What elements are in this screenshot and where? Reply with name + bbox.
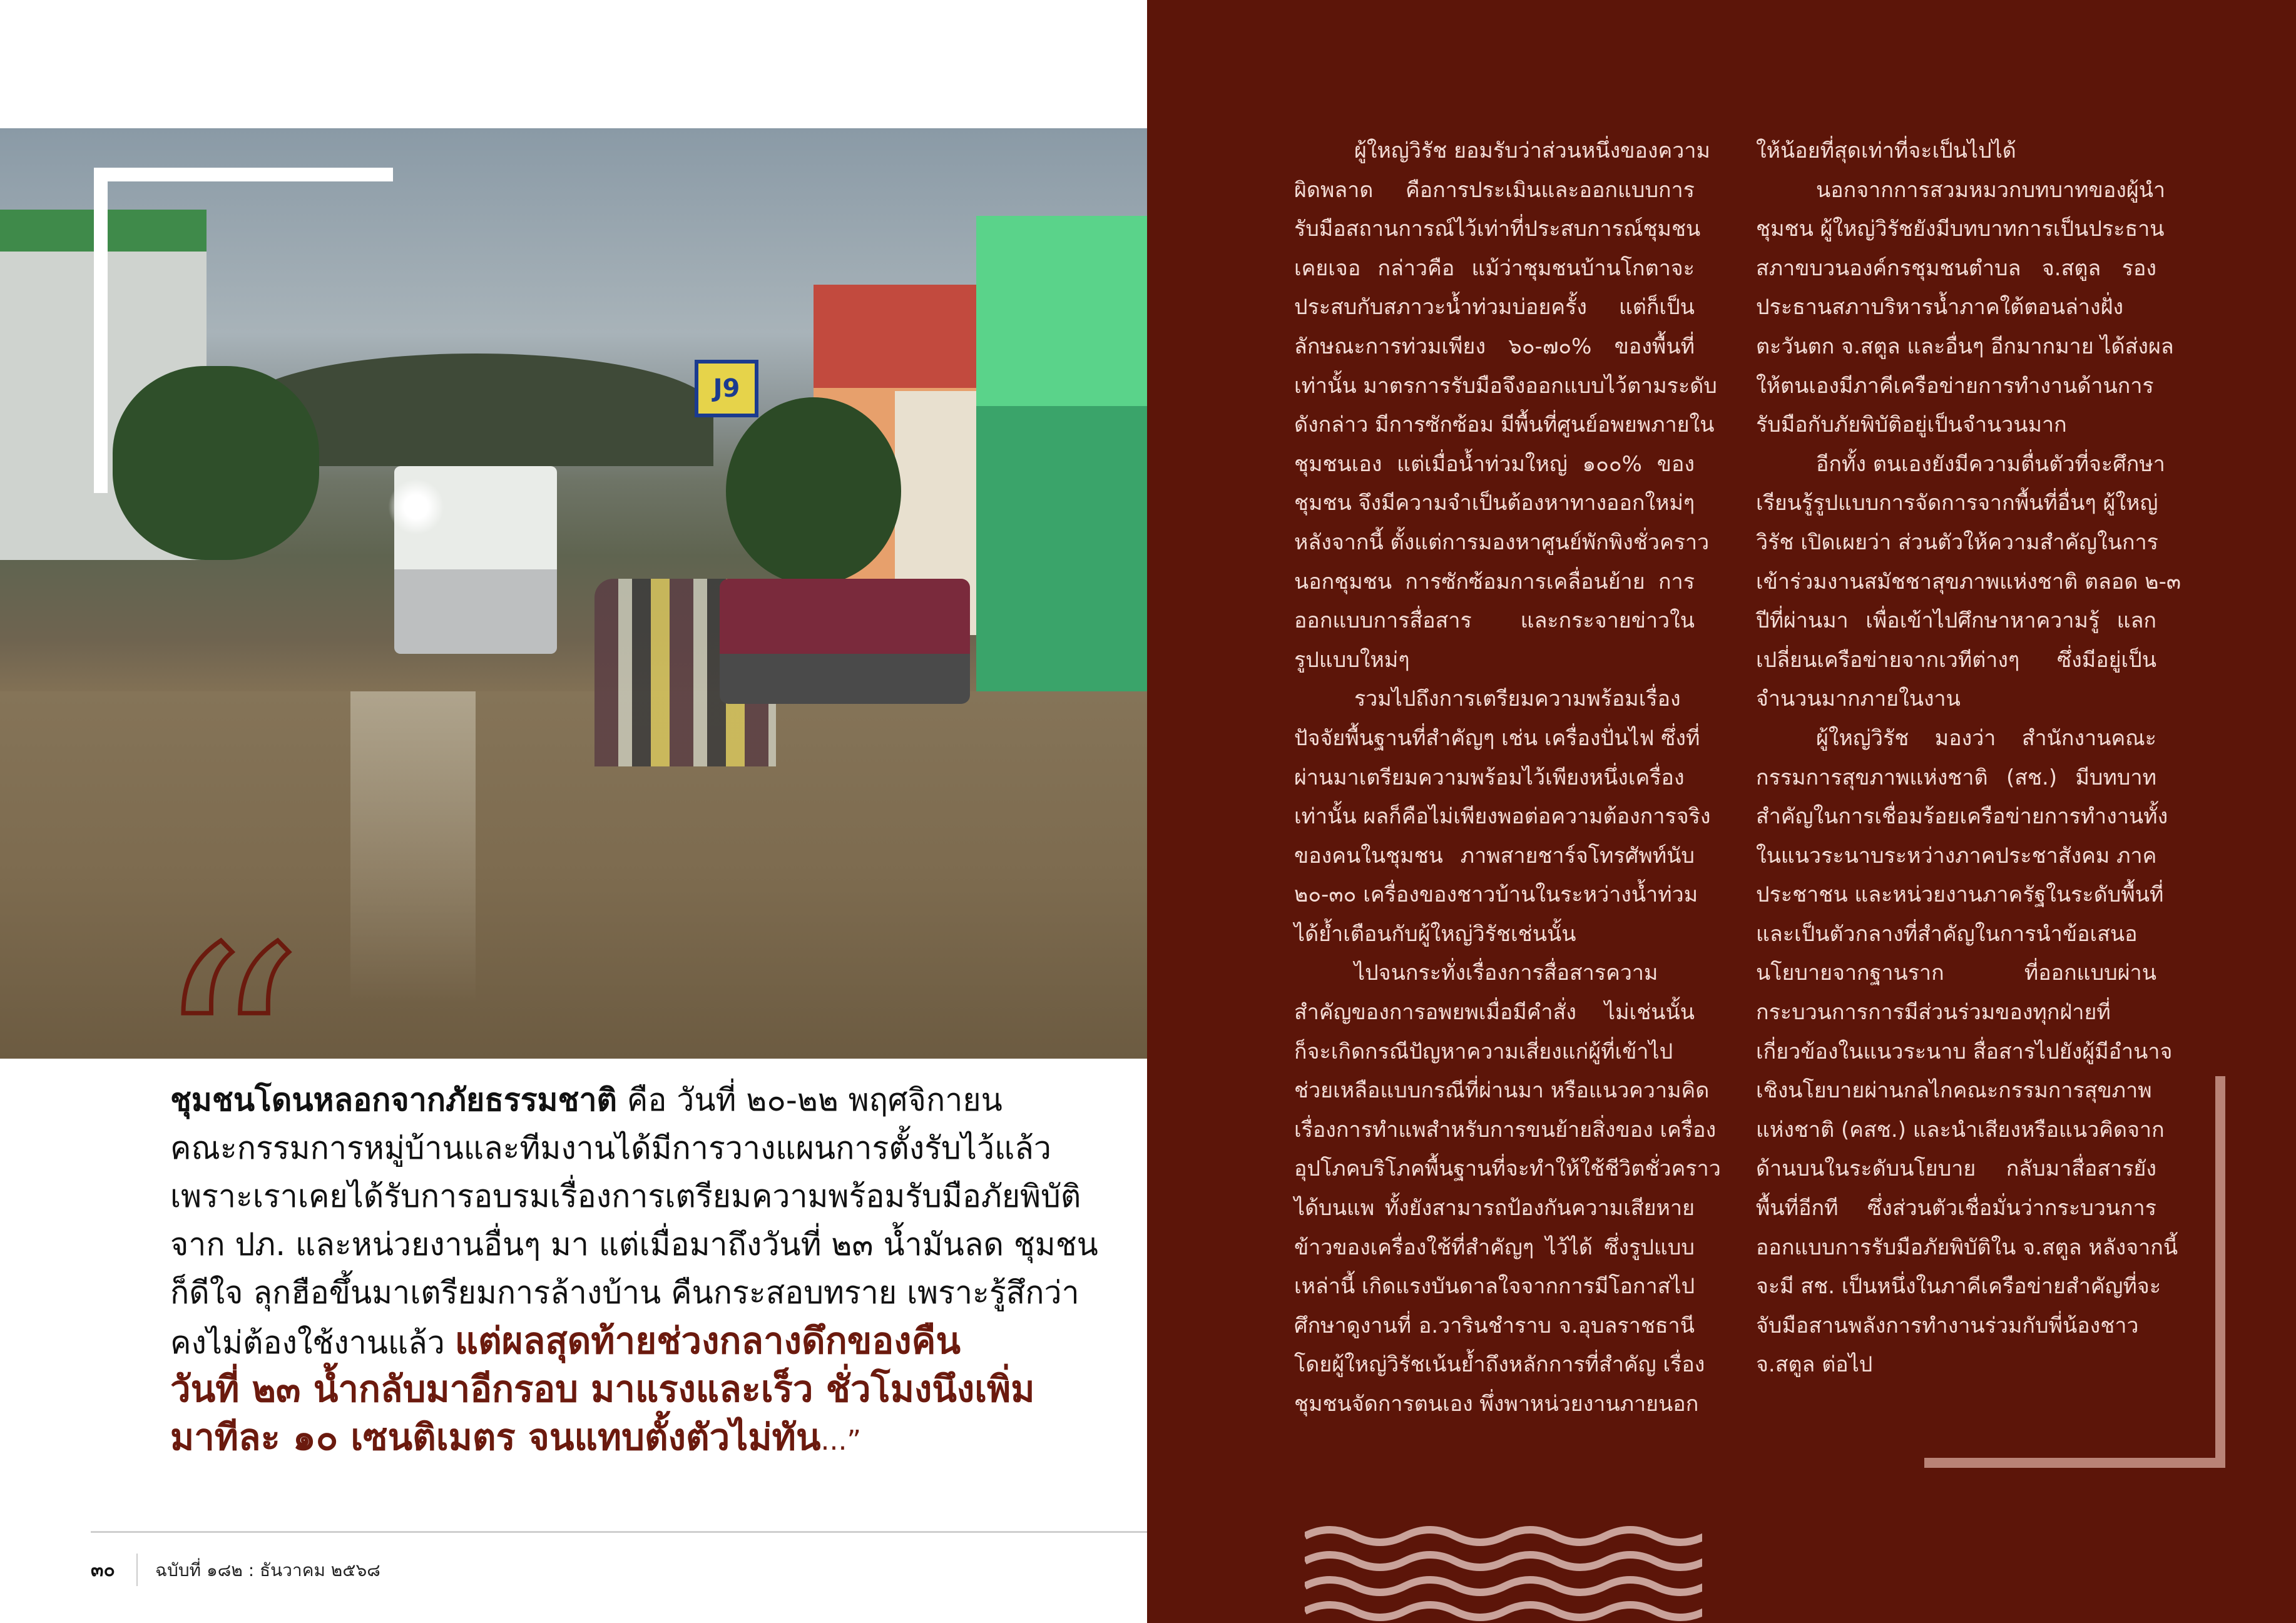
text-column-2 [1756,131,2181,1385]
text-line: ให้น้อยที่สุดเท่าที่จะเป็นไปได้ [1756,138,2016,163]
quote-line [170,1076,1046,1124]
text-line: ไปจนกระทั่งเรื่องการสื่อสารความ [1354,960,1658,986]
photo-headlight [388,479,444,535]
wave-decoration-icon [1305,1524,1702,1623]
footer-separator [136,1554,138,1586]
text-line: วิรัช เปิดเผยว่า ส่วนตัวให้ความสำคัญในการ [1756,529,2158,555]
quote-line: คณะกรรมการหมู่บ้านและทีมงานได้มีการวางแผนการตั้งรับไว้แล้ว [170,1130,1051,1166]
text-line: เชิงนโยบายผ่านกลไกคณะกรรมการสุขภาพ [1756,1078,2152,1104]
text-line: ช่วยเหลือแบบกรณีที่ผ่านมา หรือแนวความคิด [1294,1078,1710,1104]
text-line: เปลี่ยนเครือข่ายจากเวทีต่างๆ ซึ่งมีอยู่เป็น [1756,647,2156,673]
text-line: แห่งชาติ (คสช.) และนำเสียงหรือแนวคิดจาก [1756,1117,2165,1142]
text-line: สำคัญของการอพยพเมื่อมีคำสั่ง ไม่เช่นนั้น [1294,1000,1695,1025]
text-line: นโยบายจากฐานราก ที่ออกแบบผ่าน [1756,960,2156,986]
text-line: เข้าร่วมงานสมัชชาสุขภาพแห่งชาติ ตลอด ๒-๓ [1756,569,2181,594]
quote-lead: ชุมชนโดนหลอกจากภัยธรรมชาติ [170,1082,617,1118]
text-line: กรรมการสุขภาพแห่งชาติ (สช.) มีบทบาท [1756,765,2156,790]
text-line: ในแนวระนาบระหว่างภาคประชาสังคม ภาค [1756,843,2157,868]
text-line: ประสบกับสภาวะน้ำท่วมบ่อยครั้ง แต่ก็เป็น [1294,295,1695,320]
text-line: อุปโภคบริโภคพื้นฐานที่จะทำให้ใช้ชีวิตชั่วคราว [1294,1156,1721,1182]
text-line: ผิดพลาด คือการประเมินและออกแบบการ [1294,177,1695,203]
text-line: จับมือสานพลังการทำงานร่วมกับพี่น้องชาว [1756,1313,2139,1338]
text-line: ชุมชนเอง แต่เมื่อน้ำท่วมใหญ่ ๑๐๐% ของ [1294,451,1695,477]
text-line: สำคัญในการเชื่อมร้อยเครือข่ายการทำงานทั้ง [1756,804,2168,830]
text-line: กระบวนการการมีส่วนร่วมของทุกฝ่ายที่ [1756,1000,2111,1025]
text-line: ด้านบนในระดับนโยบาย กลับมาสื่อสารยัง [1756,1156,2156,1182]
decorative-bracket [94,168,393,181]
text-line: ประชาชน และหน่วยงานภาครัฐในระดับพื้นที่ [1756,882,2164,908]
text-line: ของคนในชุมชน ภาพสายชาร์จโทรศัพท์นับ [1294,843,1695,868]
photo-tree [726,397,901,585]
quote-text: คือ วันที่ ๒๐-๒๒ พฤศจิกายน [617,1082,1003,1118]
text-line: อีกทั้ง ตนเองยังมีความตื่นตัวที่จะศึกษา [1816,451,2165,477]
text-column-1 [1294,131,1721,1424]
text-line: ให้ตนเองมีภาคีเครือข่ายการทำงานด้านการ [1756,373,2154,399]
quote-line [170,1365,1046,1413]
text-line: เรียนรู้รูปแบบการจัดการจากพื้นที่อื่นๆ ผู้ใหญ่ [1756,491,2158,516]
text-line: เคยเจอ กล่าวคือ แม้ว่าชุมชนบ้านโกตาจะ [1294,255,1695,281]
text-line: ได้บนแพ ทั้งยังสามารถป้องกันความเสียหาย [1294,1196,1695,1221]
text-line: นอกจากการสวมหมวกบทบาทของผู้นำ [1816,177,2166,203]
issue-label: ฉบับที่ ๑๘๒ : ธันวาคม ๒๕๖๘ [155,1560,380,1580]
decorative-bracket [94,168,108,493]
text-line: นอกชุมชน การซักซ้อมการเคลื่อนย้าย การ [1294,569,1695,594]
photo-pickup-truck [720,579,970,704]
quote-line [170,1413,1046,1462]
text-line: ดังกล่าว มีการซักซ้อม มีพื้นที่ศูนย์อพยพภายใน [1294,412,1715,438]
text-line: ปีที่ผ่านมา เพื่อเข้าไปศึกษาหาความรู้ แลก [1756,608,2156,634]
text-line: ศึกษาดูงานที่ อ.วารินชำราบ จ.อุบลราชธานี [1294,1313,1695,1338]
text-line: รับมือกับภัยพิบัติอยู่เป็นจำนวนมาก [1756,412,2067,438]
text-line: โดยผู้ใหญ่วิรัชเน้นย้ำถึงหลักการที่สำคัญ เรื่อง [1294,1352,1705,1378]
open-quote-icon: “ [153,886,304,1228]
text-line: และเป็นตัวกลางที่สำคัญในการนำข้อเสนอ [1756,921,2138,947]
quote-line: ก็ดีใจ ลุกฮือขึ้นมาเตรียมการล้างบ้าน คืนกระสอบทราย เพราะรู้สึกว่า [170,1274,1079,1311]
text-line: ออกแบบการสื่อสาร และกระจายข่าวใน [1294,608,1695,634]
quote-line: จาก ปภ. และหน่วยงานอื่นๆ มา แต่เมื่อมาถึงวันที่ ๒๓ น้ำมันลด ชุมชน [170,1226,1098,1263]
quote-line [170,1317,1046,1365]
text-line: สภาขบวนองค์กรชุมชนตำบล จ.สตูล รอง [1756,255,2156,281]
text-line: ตะวันตก จ.สตูล และอื่นๆ อีกมากมาย ได้ส่งผล [1756,333,2174,359]
text-line: หลังจากนี้ ตั้งแต่การมองหาศูนย์พักพิงชั่วคราว [1294,529,1710,555]
text-line: ข้าวของเครื่องใช้ที่สำคัญๆ ไว้ได้ ซึ่งรูปแบบ [1294,1234,1695,1260]
text-line: รูปแบบใหม่ๆ [1294,647,1410,673]
text-line: ออกแบบการรับมือภัยพิบัติใน จ.สตูล หลังจากนี้ [1756,1234,2178,1260]
text-line: ผู้ใหญ่วิรัช มองว่า สำนักงานคณะ [1816,725,2156,751]
pull-quote [170,1076,1098,1462]
text-line: ประธานสภาบริหารน้ำภาคใต้ตอนล่างฝั่ง [1756,295,2124,320]
photo-tree-left [113,366,319,560]
photo-sign: J9 [695,360,758,417]
text-line: เกี่ยวข้องในแนวระนาบ สื่อสารไปยังผู้มีอำนาจ [1756,1039,2173,1064]
text-line: รวมไปถึงการเตรียมความพร้อมเรื่อง [1354,686,1681,712]
text-line: รับมือสถานการณ์ไว้เท่าที่ประสบการณ์ชุมชน [1294,216,1701,242]
left-page [0,0,1147,1623]
text-line: จำนวนมากภายในงาน [1756,686,1961,712]
text-line: ลักษณะการท่วมเพียง ๖๐-๗๐% ของพื้นที่ [1294,333,1695,359]
quote-emphasis: วันที่ ๒๓ น้ำกลับมาอีกรอบ มาแรงและเร็ว ชั่วโมงนึงเพิ่ม [170,1368,1035,1410]
text-line: ผ่านมาเตรียมความพร้อมไว้เพียงหนึ่งเครื่อง [1294,765,1685,790]
text-line: ปัจจัยพื้นฐานที่สำคัญๆ เช่น เครื่องปั่นไฟ ซึ่งที่ [1294,725,1700,751]
text-line: เท่านั้น ผลก็คือไม่เพียงพอต่อความต้องการจริง [1294,804,1711,830]
text-line: ก็จะเกิดกรณีปัญหาความเสี่ยงแก่ผู้ที่เข้าไป [1294,1039,1673,1064]
text-line: จะมี สช. เป็นหนึ่งในภาคีเครือข่ายสำคัญที่จะ [1756,1274,2161,1300]
text-line: ชุมชน จึงมีความจำเป็นต้องหาทางออกใหม่ๆ [1294,491,1695,516]
quote-text: คงไม่ต้องใช้งานแล้ว [170,1325,455,1361]
quote-emphasis: มาทีละ ๑๐ เซนติเมตร จนแทบตั้งตัวไม่ทัน [170,1416,821,1458]
text-line: ได้ย้ำเตือนกับผู้ใหญ่วิรัชเช่นนั้น [1294,921,1576,947]
quote-emphasis: แต่ผลสุดท้ายช่วงกลางดึกของคืน [454,1320,961,1362]
text-line: เท่านั้น มาตรการรับมือจึงออกแบบไว้ตามระดับ [1294,373,1717,399]
photo-water-reflection [350,691,476,1004]
text-line: พื้นที่อีกที ซึ่งส่วนตัวเชื่อมั่นว่ากระบวนการ [1756,1196,2156,1221]
text-line: ชุมชน ผู้ใหญ่วิรัชยังมีบทบาทการเป็นประธาน [1756,216,2165,242]
quote-line: เพราะเราเคยได้รับการอบรมเรื่องการเตรียมความพร้อมรับมือภัยพิบัติ [170,1178,1081,1214]
text-line: เหล่านี้ เกิดแรงบันดาลใจจากการมีโอกาสไป [1294,1274,1695,1300]
quote-ending: ...” [820,1425,862,1457]
page-number: ๓๐ [91,1559,115,1581]
decorative-bracket [2215,1076,2225,1467]
text-line: เรื่องการทำแพสำหรับการขนย้ายสิ่งของ เครื่อง [1294,1117,1717,1142]
text-line: จ.สตูล ต่อไป [1756,1352,1873,1378]
text-line: ชุมชนจัดการตนเอง พึ่งพาหน่วยงานภายนอก [1294,1392,1699,1417]
text-line: ผู้ใหญ่วิรัช ยอมรับว่าส่วนหนึ่งของความ [1354,138,1710,163]
photo-building-right [976,216,1147,691]
footer-divider [91,1531,1147,1533]
text-line: ๒๐-๓๐ เครื่องของชาวบ้านในระหว่างน้ำท่วม [1294,882,1698,908]
decorative-bracket [1924,1458,2225,1468]
